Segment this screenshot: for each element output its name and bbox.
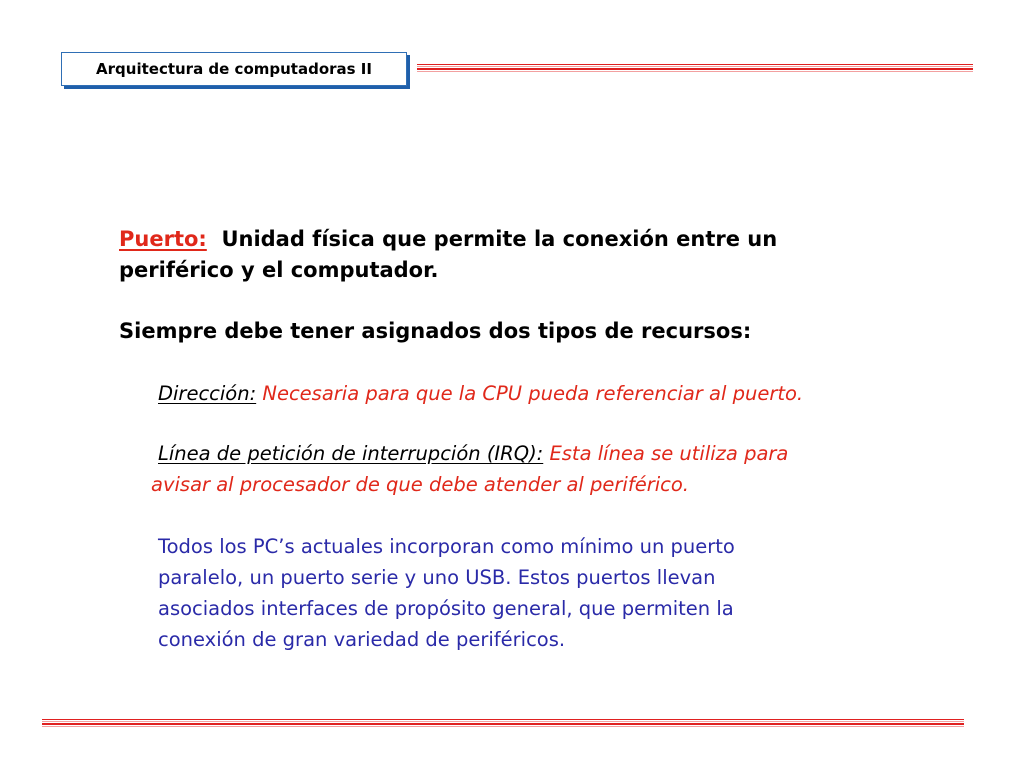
resource-irq-description-line2: avisar al procesador de que debe atender al periférico. xyxy=(151,473,689,496)
header-rule xyxy=(417,64,973,73)
resource-address xyxy=(158,378,803,409)
ports-note-line: conexión de gran variedad de periféricos. xyxy=(158,628,566,651)
ports-note-line: paralelo, un puerto serie y uno USB. Estos puertos llevan xyxy=(158,566,716,589)
definition-term: Puerto: xyxy=(119,227,207,251)
resource-irq xyxy=(151,438,788,500)
resource-irq-line1 xyxy=(151,438,788,469)
ports-note-line: asociados interfaces de propósito general, que permiten la xyxy=(158,597,734,620)
definition-text-line1: Unidad física que permite la conexión entre un xyxy=(221,227,778,251)
header-title: Arquitectura de computadoras II xyxy=(96,60,372,78)
ports-note-line: Todos los PC’s actuales incorporan como mínimo un puerto xyxy=(158,535,735,558)
ports-note xyxy=(158,531,735,655)
resource-irq-label: Línea de petición de interrupción (IRQ): xyxy=(158,442,544,465)
resource-address-description: Necesaria para que la CPU pueda referenciar al puerto. xyxy=(262,382,804,405)
footer-rule xyxy=(42,719,964,728)
resource-irq-description-line1: Esta línea se utiliza para xyxy=(549,442,789,465)
header-title-box xyxy=(61,52,407,86)
resources-heading: Siempre debe tener asignados dos tipos de recursos: xyxy=(119,319,752,343)
resource-address-label: Dirección: xyxy=(158,382,257,405)
port-definition xyxy=(119,224,777,286)
definition-text-line2: periférico y el computador. xyxy=(119,258,439,282)
